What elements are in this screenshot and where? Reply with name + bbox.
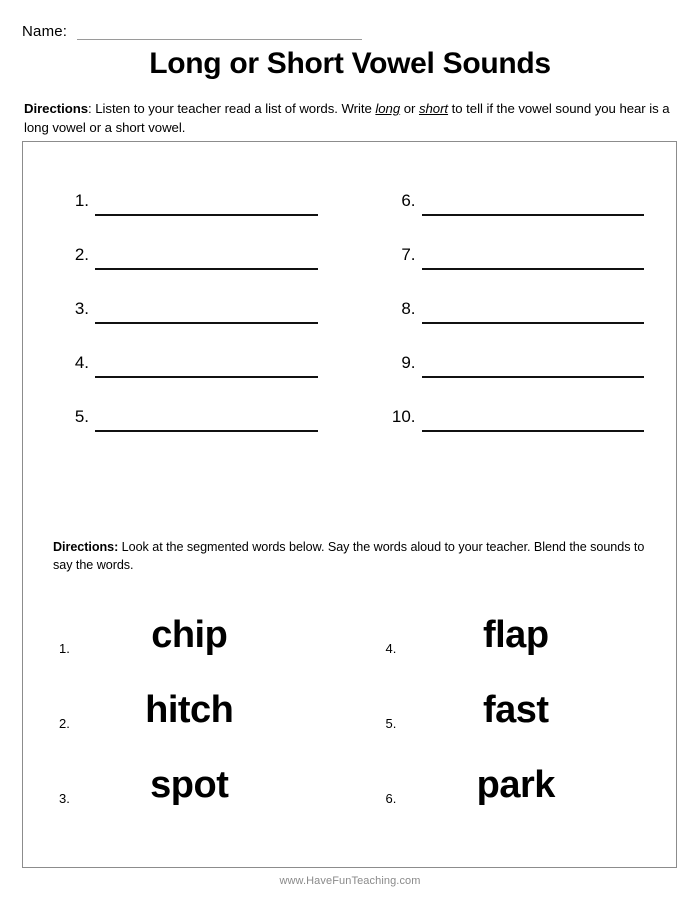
directions-secondary-label: Directions: — [53, 540, 119, 554]
directions-emphasis-long: long — [375, 101, 401, 116]
page-title: Long or Short Vowel Sounds — [149, 47, 551, 80]
answer-line-blank[interactable] — [95, 246, 318, 270]
word-number: 2. — [59, 716, 70, 731]
word-text: flap — [482, 613, 549, 656]
word-number: 5. — [385, 716, 397, 731]
answer-line-row — [23, 246, 350, 270]
answer-line-number: 5. — [74, 407, 89, 426]
word-row — [23, 672, 350, 747]
answer-line-row — [350, 300, 677, 324]
answer-line-number: 9. — [401, 353, 416, 372]
answer-line-number: 6. — [401, 191, 416, 210]
word-number: 4. — [385, 641, 397, 656]
word-list-grid — [23, 597, 676, 822]
word-row — [350, 747, 677, 822]
answer-line-blank[interactable] — [95, 300, 318, 324]
directions-primary-colon: : — [88, 101, 92, 116]
directions-primary-text-middle: or — [400, 101, 419, 116]
word-text: park — [476, 763, 555, 806]
answer-line-blank[interactable] — [95, 408, 318, 432]
word-row — [23, 747, 350, 822]
name-row — [22, 18, 362, 40]
word-number: 3. — [59, 791, 70, 806]
answer-line-blank[interactable] — [95, 354, 318, 378]
directions-primary-text-after: to tell if the vowel sound you hear is a long vowel or a short vowel. — [24, 101, 670, 135]
word-row — [350, 597, 677, 672]
answer-line-number: 10. — [391, 407, 416, 426]
name-label: Name: — [22, 23, 68, 40]
word-text: chip — [151, 613, 228, 656]
answer-lines-grid — [23, 192, 676, 432]
word-number: 1. — [59, 641, 70, 656]
word-text: hitch — [145, 688, 234, 731]
answer-line-row — [350, 246, 677, 270]
answer-line-row — [350, 192, 677, 216]
word-number: 6. — [385, 791, 397, 806]
directions-secondary — [53, 538, 653, 574]
answer-line-row — [23, 408, 350, 432]
answer-line-number: 1. — [74, 191, 89, 210]
directions-primary — [24, 100, 676, 137]
answer-box — [22, 141, 677, 868]
answer-line-number: 8. — [401, 299, 416, 318]
footer-url: www.HaveFunTeaching.com — [279, 875, 421, 887]
word-row — [350, 672, 677, 747]
word-text: spot — [150, 763, 229, 806]
answer-line-blank[interactable] — [95, 192, 318, 216]
answer-line-blank[interactable] — [422, 354, 645, 378]
word-text: fast — [482, 688, 549, 731]
name-input-line[interactable] — [77, 24, 362, 40]
answer-line-blank[interactable] — [422, 246, 645, 270]
answer-line-blank[interactable] — [422, 192, 645, 216]
directions-primary-text-before: Listen to your teacher read a list of words. Write — [91, 101, 376, 116]
answer-line-blank[interactable] — [422, 300, 645, 324]
answer-line-number: 7. — [401, 245, 416, 264]
directions-emphasis-short: short — [418, 101, 449, 116]
answer-line-number: 3. — [74, 299, 89, 318]
answer-line-row — [23, 300, 350, 324]
answer-line-number: 4. — [74, 353, 89, 372]
answer-line-row — [350, 354, 677, 378]
word-row — [23, 597, 350, 672]
answer-line-row — [350, 408, 677, 432]
answer-line-row — [23, 192, 350, 216]
answer-line-row — [23, 354, 350, 378]
directions-primary-label: Directions — [24, 101, 88, 116]
answer-line-number: 2. — [74, 245, 89, 264]
answer-line-blank[interactable] — [422, 408, 645, 432]
directions-secondary-text: Look at the segmented words below. Say the words aloud to your teacher. Blend the sounds to say the words. — [53, 540, 645, 572]
